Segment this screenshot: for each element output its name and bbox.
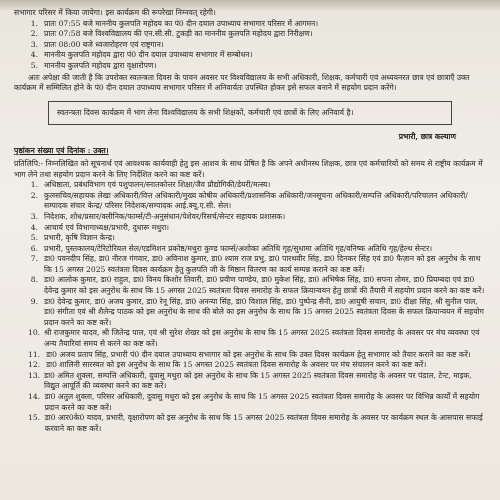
item-number: 13. — [28, 370, 41, 380]
notice-box — [48, 101, 452, 125]
cc-item — [14, 350, 486, 361]
item-number: 9. — [30, 296, 38, 306]
item-text: डा0 शालिनी सारस्वत को इस अनुरोध के साथ कि 15 अगस्त 2025 स्वतंत्रता दिवस समारोह के अवसर पर मंच संचालन करने का कष्ट करें। — [46, 360, 427, 370]
item-text: माननीय कुलपति महोदय द्वारा पं0 दीन दयाल उपाध्याय सभागार में सम्बोधन। — [44, 50, 253, 60]
request-paragraph: अतः अपेक्षा की जाती है कि उपरोक्त स्वतन्त्रता दिवस के पावन अवसर पर विश्वविद्यालय के सभी अधिकारी, शिक्षक, कर्मचारी एवं अध्ययनरत छात्र एवं छात्राएँ उक्त कार्यक्रम में सम्मिलित होने के पं0 दीन दयाल उपाध्याय सभागार परिसर में अनिवार्यतः उपस्थित होकर इसे सफल बनाने में सहयोग प्रदान करेंगे। — [14, 72, 470, 93]
item-number: 2. — [30, 190, 38, 200]
cc-item — [14, 297, 486, 329]
item-number: 11. — [28, 349, 41, 359]
schedule-item — [14, 40, 486, 51]
cc-item — [14, 223, 486, 234]
item-text: डा0 आर0के0 यादव, प्रभारी, वृक्षारोपण को इस अनुरोध के साथ कि 15 अगस्त 2025 स्वतंत्रता दिवस समारोह के अवसर पर कार्यक्रम स्थल के आसपास सफाई करवाने का कष्ट करें। — [44, 413, 483, 433]
cc-item — [14, 328, 486, 349]
item-text: निदेशक, शोध/प्रसार/क्लीनिक/फार्म्स/टी-अनुसंधान/पेशेवर/रिसर्च/सेन्टर सहायक प्रशासक। — [44, 211, 286, 221]
cc-item — [14, 413, 486, 434]
item-text: डा0 अजय प्रताप सिंह, प्रभारी पं0 दीन दयाल उपाध्याय सभागार को इस अनुरोध के साथ कि उक्त दिवस कार्यक्रम हेतु सभागार को तैयार कराने का कष्ट करें। — [46, 349, 471, 359]
item-number: 10. — [28, 328, 41, 338]
item-number: 4. — [30, 50, 38, 60]
schedule-item — [14, 50, 486, 61]
endorsement-line — [14, 146, 486, 157]
schedule-item — [14, 19, 486, 30]
item-text: डा0 अमित शुक्ला, सम्पत्ति अधिकारी, दुवासु मथुरा को इस अनुरोध के साथ कि 15 अगस्त 2025 स्वतंत्रता दिवस समारोह के अवसर पर पंडाल, टेन्ट, माइक, विद्युत आपूर्ति की व्यवस्था करने का कष्ट करें। — [44, 370, 472, 391]
item-number: 2. — [30, 29, 38, 39]
cc-item — [14, 180, 486, 191]
cc-item — [14, 254, 486, 275]
item-text: आचार्य एवं विभागाध्यक्ष/प्रभारी, दुधारू मथुरा। — [44, 222, 170, 232]
cc-list — [14, 180, 486, 434]
item-text: डा0 पवनदीप सिंह, डा0 नीरज गंगवार, डा0 अविनाश कुमार, डा0 श्याम राज प्रभु, डा0 पारथवीर सिंह, डा0 दिनकर सिंह एवं डा0 फैज़ान को इस अनुरोध के साथ कि 15 अगस्त 2025 स्वतंत्रता दिवस कार्यक्रम हेतु कुलपति जी के मिष्ठान वितरण का कार्य सम्पन्न कराने का कष्ट करें। — [44, 254, 481, 274]
notice-text: स्वतन्त्रता दिवस कार्यक्रम में भाग लेना विश्वविद्यालय के सभी शिक्षकों, कर्मचारी एवं छात्रों के लिए अनिवार्य है। — [57, 107, 354, 117]
item-number: 6. — [30, 243, 38, 253]
item-number: 8. — [30, 275, 38, 285]
cc-item — [14, 275, 486, 296]
item-number: 1. — [30, 180, 38, 190]
endorsement-number: पृष्ठांकन संख्या एवं दिनांक : उक्त। — [14, 146, 109, 156]
cc-item — [14, 360, 486, 371]
item-text: प्रातः 07:55 बजे माननीय कुलपति महोदय का पं0 दीन दयाल उपाध्याय सभागार परिसर में आगमन। — [44, 18, 319, 28]
item-text: प्रभारी, कृषि विज्ञान केन्द्र। — [44, 233, 115, 243]
item-text: डा0 अतुल शुक्ला, परिसर अधिकारी, दुवासु मथुरा को इस अनुरोध के साथ कि 15 अगस्त 2025 स्वतंत्रता दिवस समारोह के अवसर पर विभिन्न कार्यों में सहयोग प्रदान करने का कष्ट करें। — [44, 392, 480, 412]
document-body — [14, 8, 486, 434]
cc-item — [14, 191, 486, 212]
cc-item — [14, 212, 486, 223]
item-number: 4. — [30, 222, 38, 232]
item-text: प्रातः 08:00 बजे ध्वजारोहरण एवं राष्ट्रगान। — [44, 39, 164, 49]
item-number: 5. — [30, 233, 38, 243]
cc-item — [14, 392, 486, 413]
item-number: 5. — [30, 60, 38, 70]
item-text: प्रातः 07:58 बजे विश्वविद्यालय की एन.सी.सी. टुकड़ी का माननीय कुलपति महोदय द्वारा निरीक्षण। — [44, 29, 313, 39]
item-text: कुलसचिव/सहायक लेखा अधिकारी/वित्त अधिकारी/मुख्य कोषीय अधिकारी/प्रशासनिक अधिकारी/जनसूचना अधिकारी/सम्पत्ति अधिकारी/परिचालन अधिकारी/सम्पादक संचार केन्द्र/ परिसर निदेशक/सम्पादक आई.क्यू.ए.सी. सेल। — [44, 190, 468, 211]
cc-item — [14, 233, 486, 244]
item-number: 3. — [30, 39, 38, 49]
item-number: 15. — [28, 413, 41, 423]
item-text: डा0 आलोक कुमार, डा0 राहुल, डा0 विनय किशोर तिवारी, डा0 प्रवीण पाण्डेय, डा0 मुकेश सिंह, डा0 अभिषेक सिंह, डा0 सपना तोमर, डा0 प्रियम्बदा एवं डा0 देवेन्द्र कुमार को इस अनुरोध के साथ कि 15 अगस्त 2025 स्वतंत्रता दिवस समारोह के सफल क्रियान्वयन हेतु छात्रों की तैयारी में सहयोग प्रदान करने का कष्ट करें। — [44, 275, 485, 296]
item-text: अधिष्ठाता, प्रबंधविभाग एवं पशुपालन/स्नातकोत्तर शिक्षा/जैव प्रौद्योगिकी/डेयरी/मत्स्य। — [44, 180, 271, 190]
item-number: 3. — [30, 211, 38, 221]
item-number: 14. — [28, 392, 41, 401]
item-text: श्री राजकुमार यादव, श्री जितेन्द्र पाल, एवं श्री सुरेश शेखर को इस अनुरोध के साथ कि 15 अगस्त 2025 स्वतंत्रता दिवस समारोह के अवसर पर मंच व्यवस्था एवं अन्य तैयारियां समय से करने का कष्ट करें। — [44, 328, 480, 349]
cc-intro: प्रतिलिपि:- निम्नलिखित को सूचनार्थ एवं आवश्यक कार्यवाही हेतु इस आशय के साथ प्रेषित है कि अपने अधीनस्थ शिक्षक, छात्र एवं कर्मचारियों को समय से राष्ट्रीय कार्यक्रम में भाग लेने तथा सहयोग प्रदान करने के लिए निर्देशित करने का कष्ट करें। — [14, 158, 483, 179]
schedule-list — [14, 19, 486, 72]
item-text: माननीय कुलपति महोदय द्वारा वृक्षारोपण। — [44, 60, 157, 70]
intro-line: सभागार परिसर में किया जायेगा। इस कार्यक्रम की रूपरेखा निम्नवत् रहेगी। — [14, 8, 216, 17]
cc-item — [14, 244, 486, 255]
schedule-item — [14, 61, 486, 72]
signoff: प्रभारी, छात्र कल्याण — [398, 131, 456, 141]
item-number: 12. — [28, 360, 41, 370]
item-text: प्रभारी, पुस्तकालय/टेरिटोरियल सेल/एडमिशन प्रकोष्ठ/मथुरा कुण्ड फार्म्स/अशोका अतिथि गृह/सुधामा अतिथि गृह/वनिष्क अतिथि गृह/हेल्थ सेन्टर। — [44, 243, 433, 253]
cc-item — [14, 371, 486, 392]
schedule-item — [14, 29, 486, 40]
item-number: 7. — [30, 254, 38, 264]
item-text: डा0 देवेन्द्र कुमार, डा0 अजय कुमार, डा0 रेनू सिंह, डा0 अनन्या सिंह, डा0 विशाल सिंह, डा0 पुष्पेन्द्र सैनी, डा0 आयुषी सचान, डा0 दीक्षा सिंह, श्री सुनील पाल, डा0 संगीता एवं श्री शैलेन्द्र पाठक को इस अनुरोध के साथ की बोले का इस अनुरोध के साथ कि 15 अगस्त 2025 स्वतंत्रता दिवस के सफल क्रियान्वयन में सहयोग प्रदान करने का कष्ट करें। — [44, 296, 484, 327]
item-number: 1. — [30, 18, 38, 28]
